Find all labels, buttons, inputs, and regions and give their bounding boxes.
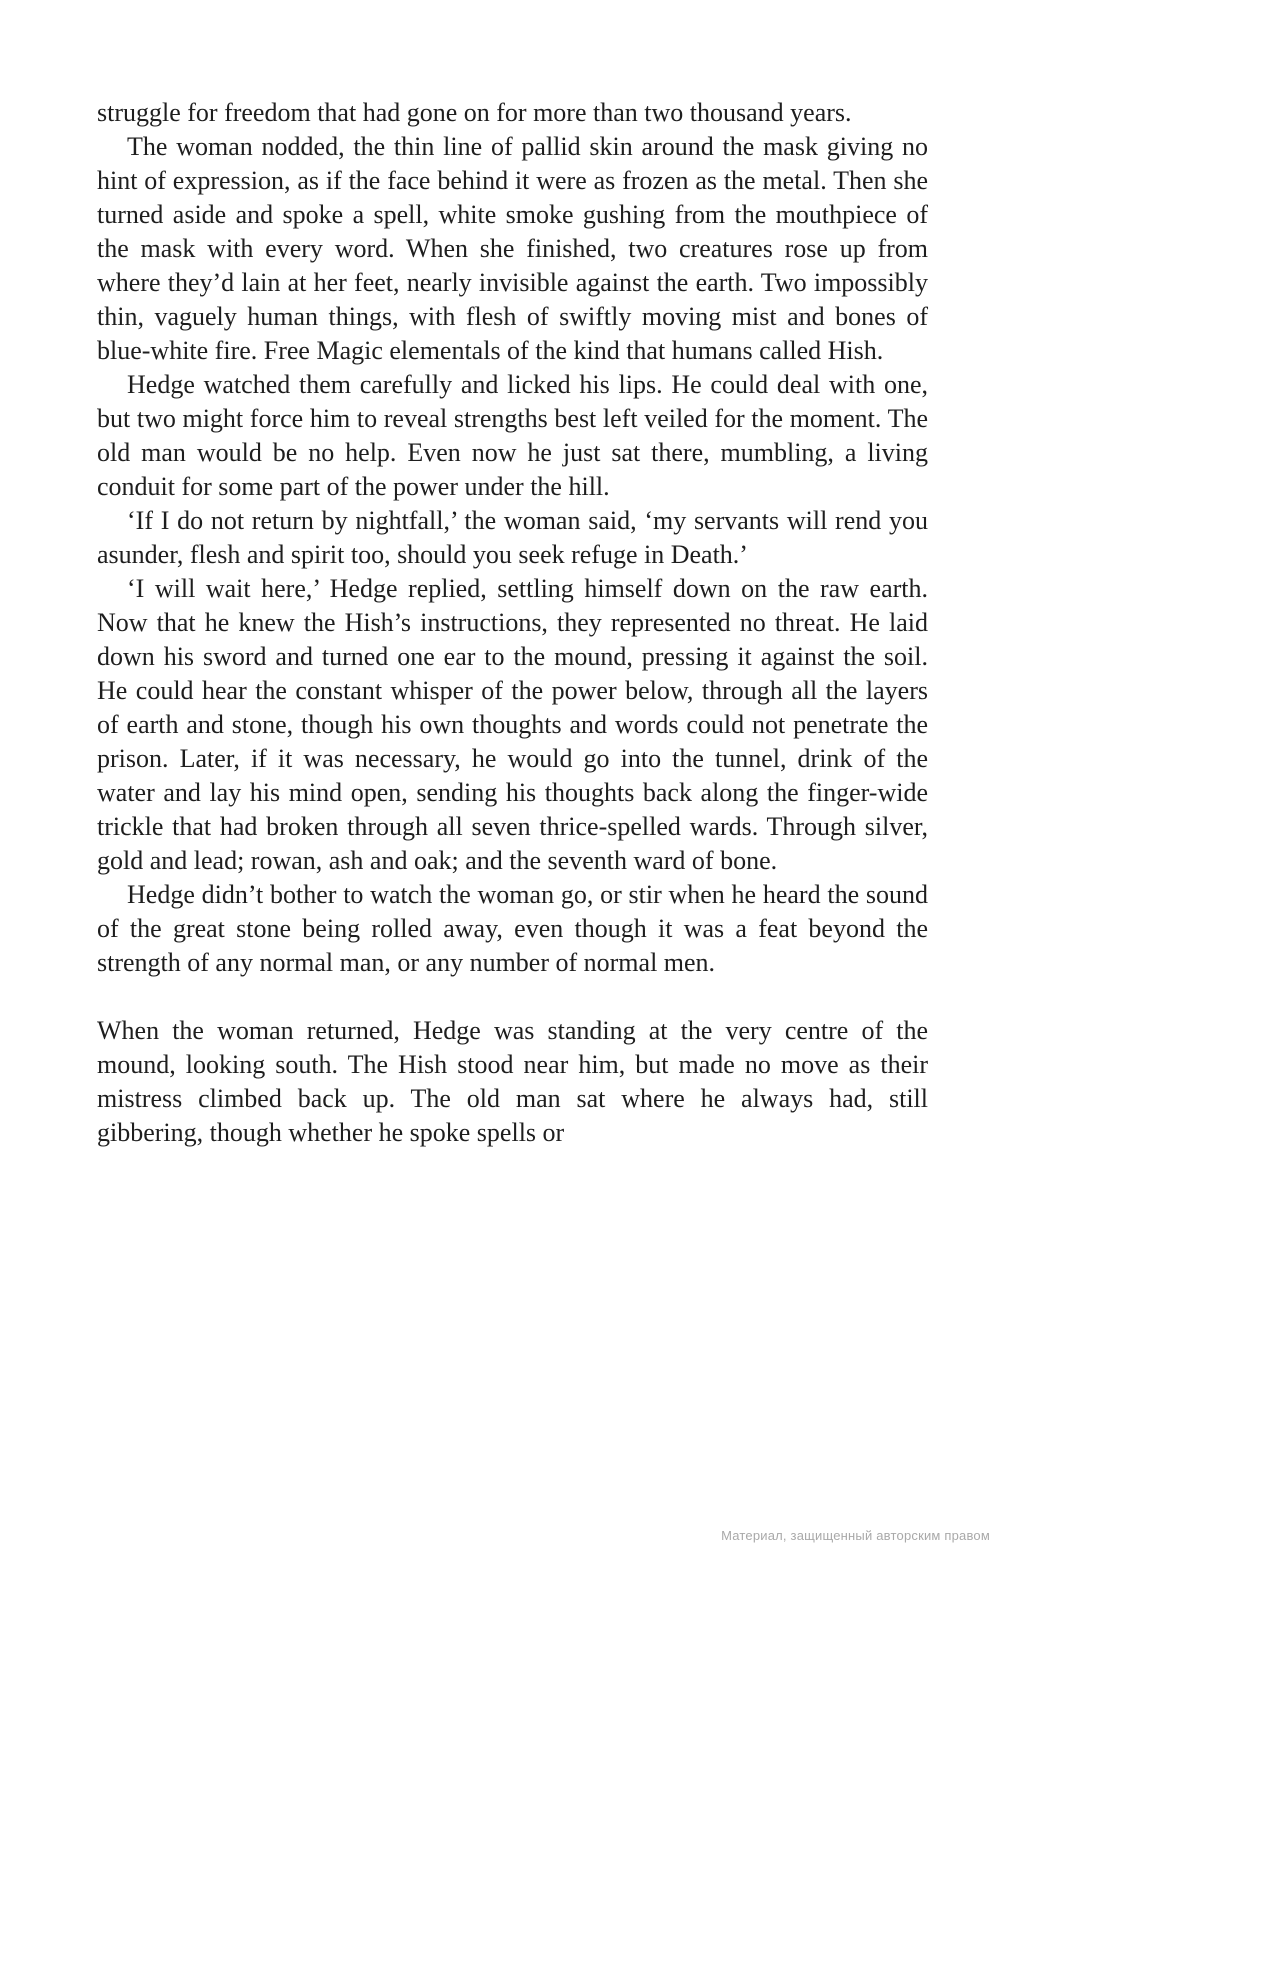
body-text	[97, 96, 928, 1150]
paragraph: The woman nodded, the thin line of pallid skin around the mask giving no hint of expression, as if the face behind it were as frozen as the metal. Then she turned aside and spoke a spell, white smoke gushing from the mouthpiece of the mask with every word. When she finished, two creatures rose up from where they’d lain at her feet, nearly invisible against the earth. Two impossibly thin, vaguely human things, with flesh of swiftly moving mist and bones of blue-white fire. Free Magic elementals of the kind that humans called Hish.	[97, 132, 928, 365]
paragraph: Hedge watched them carefully and licked his lips. He could deal with one, but two might force him to reveal strengths best left veiled for the moment. The old man would be no help. Even now he just sat there, mumbling, a living conduit for some part of the power under the hill.	[97, 370, 928, 501]
paragraph: When the woman returned, Hedge was standing at the very centre of the mound, looking south. The Hish stood near him, but made no move as their mistress climbed back up. The old man sat where he always had, still gibbering, though whether he spoke spells or	[97, 1016, 928, 1147]
copyright-watermark: Материал, защищенный авторским правом	[721, 1528, 990, 1543]
paragraph: struggle for freedom that had gone on for more than two thousand years.	[97, 98, 852, 127]
paragraph: Hedge didn’t bother to watch the woman go, or stir when he heard the sound of the great stone being rolled away, even though it was a feat beyond the strength of any normal man, or any number of normal men.	[97, 880, 928, 977]
paragraph: ‘I will wait here,’ Hedge replied, settling himself down on the raw earth. Now that he knew the Hish’s instructions, they represented no threat. He laid down his sword and turned one ear to the mound, pressing it against the soil. He could hear the constant whisper of the power below, through all the layers of earth and stone, though his own thoughts and words could not penetrate the prison. Later, if it was necessary, he would go into the tunnel, drink of the water and lay his mind open, sending his thoughts back along the finger-wide trickle that had broken through all seven thrice-spelled wards. Through silver, gold and lead; rowan, ash and oak; and the seventh ward of bone.	[97, 574, 928, 875]
paragraph: ‘If I do not return by nightfall,’ the woman said, ‘my servants will rend you asunder, flesh and spirit too, should you seek refuge in Death.’	[97, 506, 928, 569]
